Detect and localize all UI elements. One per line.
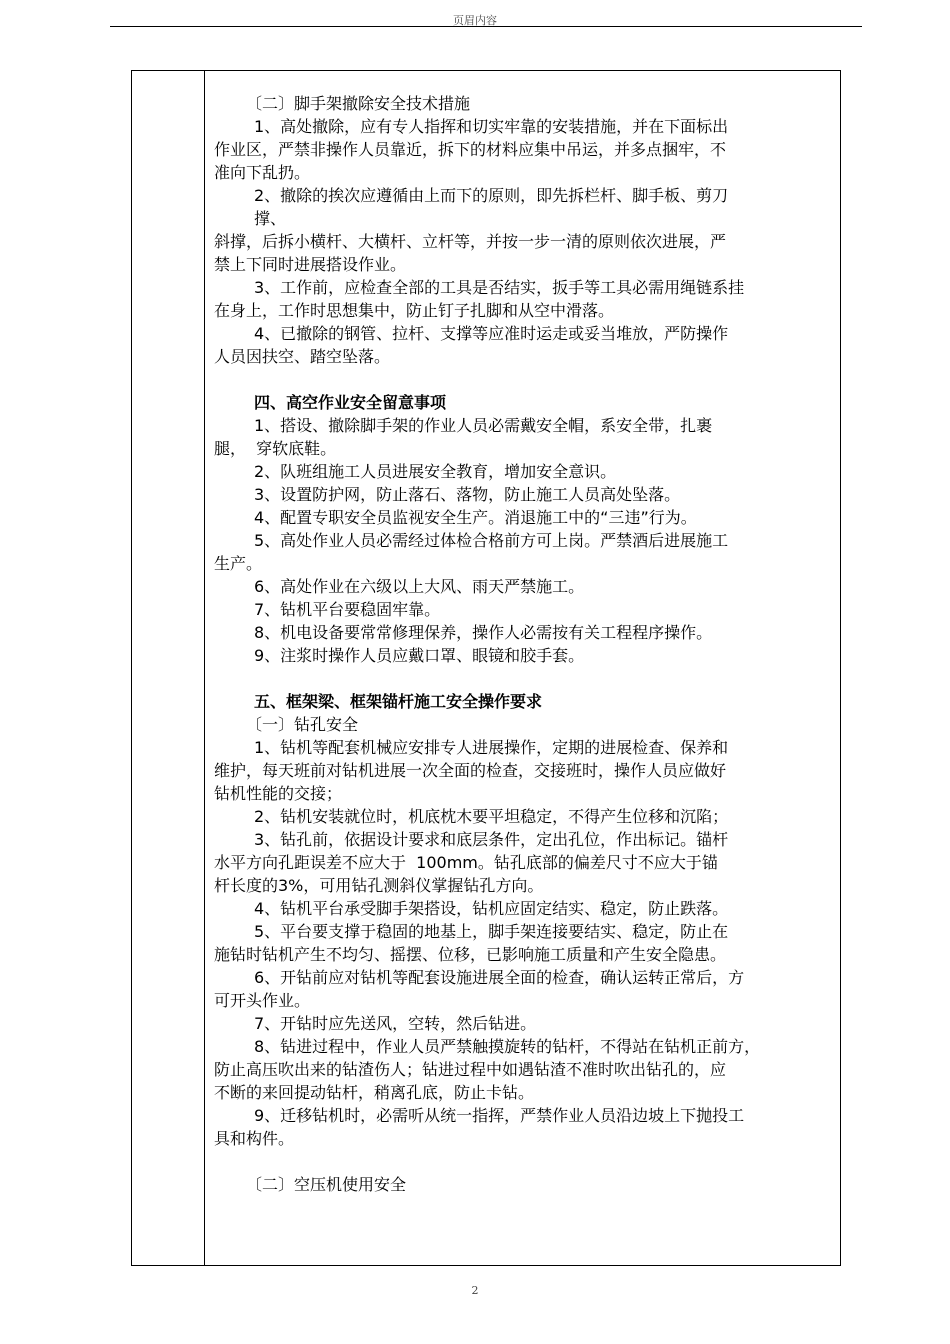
text-line: 3、钻孔前，依据设计要求和底层条件，定出孔位，作出标记。锚杆 [254,830,729,849]
document-body [214,92,839,1196]
page-number: 2 [471,1284,479,1297]
text-line: 3、工作前，应检查全部的工具是否结实，扳手等工具必需用绳链系挂 [254,278,745,297]
text-line: 6、高处作业在六级以上大风、雨天严禁施工。 [254,577,585,596]
text-line: 可开头作业。 [214,991,311,1010]
text-line: 撑、 [254,209,287,228]
text-line: 防止高压吹出来的钻渣伤人；钻进过程中如遇钻渣不准时吹出钻孔的，应 [214,1060,727,1079]
text-line: 1、搭设、撤除脚手架的作业人员必需戴安全帽，系安全带，扎裹 [254,416,713,435]
text-line: 维护，每天班前对钻机进展一次全面的检查，交接班时，操作人员应做好 [214,761,727,780]
text-line: 4、钻机平台承受脚手架搭设，钻机应固定结实、稳定，防止跌落。 [254,899,729,918]
blank-line [214,368,839,391]
text-line: 生产。 [214,554,263,573]
text-line: 在身上，工作时思想集中，防止钉子扎脚和从空中滑落。 [214,301,615,320]
blank-line [214,667,839,690]
document-table [131,70,841,1266]
text-line: 7、钻机平台要稳固牢靠。 [254,600,441,619]
text-line: 5、高处作业人员必需经过体检合格前方可上岗。严禁酒后进展施工 [254,531,729,550]
text-line: 4、已撤除的钢管、拉杆、支撑等应准时运走或妥当堆放，严防操作 [254,324,729,343]
text-line: 4、配置专职安全员监视安全生产。消退施工中的“三违”行为。 [254,508,697,527]
blank-line [214,1150,839,1173]
text-line: 杆长度的3%，可用钻孔测斜仪掌握钻孔方向。 [214,876,544,895]
text-line: 施钻时钻机产生不均匀、摇摆、位移，已影响施工质量和产生安全隐患。 [214,945,727,964]
page-header: 页眉内容 [453,14,497,27]
text-line: 作业区，严禁非操作人员靠近，拆下的材料应集中吊运，并多点捆牢，不 [214,140,727,159]
text-line: 〔二〕空压机使用安全 [246,1175,407,1194]
text-line: 腿， 穿软底鞋。 [214,439,337,458]
text-line: 8、钻进过程中，作业人员严禁触摸旋转的钻杆，不得站在钻机正前方， [254,1037,761,1056]
header-rule [110,26,862,27]
text-line: 准向下乱扔。 [214,163,311,182]
section-heading: 四、高空作业安全留意事项 [254,393,447,412]
text-line: 2、钻机安装就位时，机底枕木要平坦稳定，不得产生位移和沉陷； [254,807,729,826]
text-line: 6、开钻前应对钻机等配套设施进展全面的检查，确认运转正常后，方 [254,968,745,987]
text-line: 人员因扶空、踏空坠落。 [214,347,391,366]
text-line: 9、迁移钻机时，必需听从统一指挥，严禁作业人员沿边坡上下抛投工 [254,1106,745,1125]
table-left-column [132,71,205,1265]
text-line: 钻机性能的交接； [214,784,343,803]
text-line: 9、注浆时操作人员应戴口罩、眼镜和胶手套。 [254,646,585,665]
text-line: 斜撑，后拆小横杆、大横杆、立杆等，并按一步一清的原则依次进展，严 [214,232,727,251]
text-line: 1、高处撤除，应有专人指挥和切实牢靠的安装措施，并在下面标出 [254,117,729,136]
text-line: 〔二〕脚手架撤除安全技术措施 [246,94,471,113]
text-line: 不断的来回提动钻杆，稍离孔底，防止卡钻。 [214,1083,535,1102]
text-line: 5、平台要支撑于稳固的地基上，脚手架连接要结实、稳定，防止在 [254,922,729,941]
text-line: 水平方向孔距误差不应大于 100mm。钻孔底部的偏差尺寸不应大于锚 [214,853,718,872]
text-line: 1、钻机等配套机械应安排专人进展操作，定期的进展检查、保养和 [254,738,729,757]
section-heading: 五、框架梁、框架锚杆施工安全操作要求 [254,692,543,711]
text-line: 2、队班组施工人员进展安全教育，增加安全意识。 [254,462,617,481]
text-line: 具和构件。 [214,1129,295,1148]
text-line: 〔一〕钻孔安全 [246,715,359,734]
text-line: 3、设置防护网，防止落石、落物，防止施工人员高处坠落。 [254,485,681,504]
text-line: 8、机电设备要常常修理保养，操作人必需按有关工程程序操作。 [254,623,713,642]
text-line: 7、开钻时应先送风，空转，然后钻进。 [254,1014,537,1033]
text-line: 禁上下同时进展搭设作业。 [214,255,407,274]
text-line: 2、撤除的挨次应遵循由上而下的原则，即先拆栏杆、脚手板、剪刀 [254,186,729,205]
